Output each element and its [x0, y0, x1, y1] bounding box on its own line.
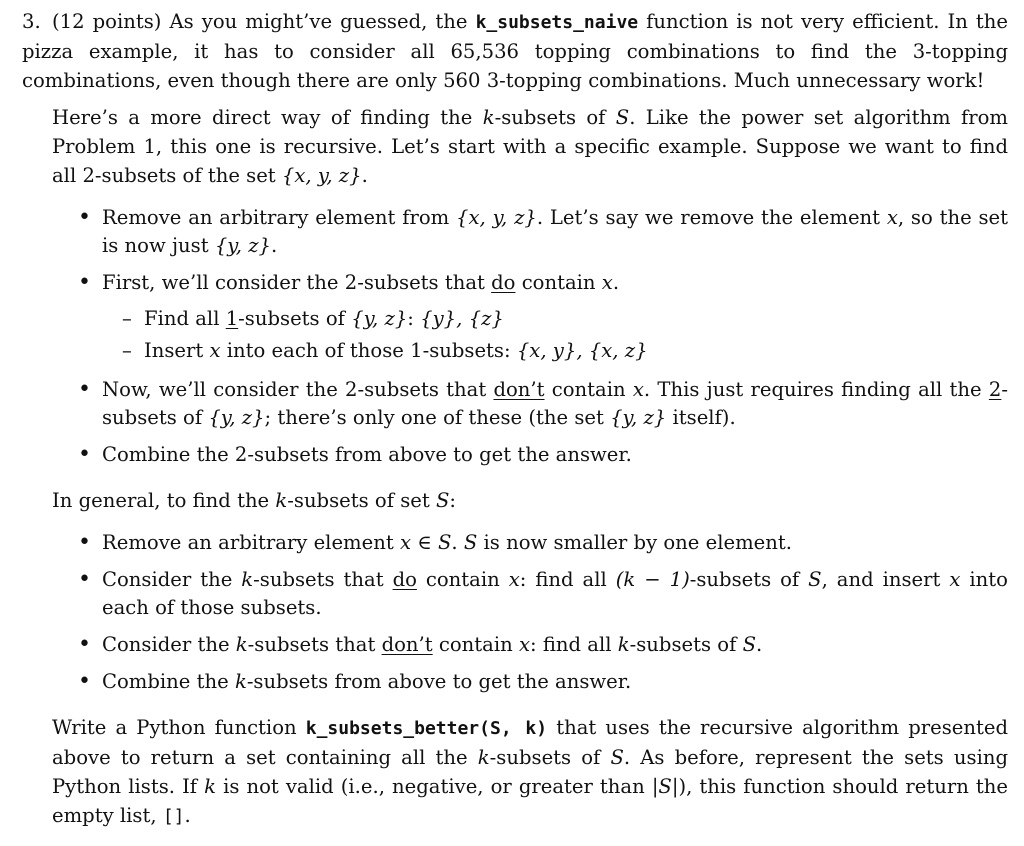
function-name-naive: k_subsets_naive: [475, 12, 639, 33]
general-step-remove: • Remove an arbitrary element x ∈ S. S is now smaller by one element.: [78, 529, 1008, 557]
direct-approach-paragraph: Here’s a more direct way of finding the k-subsets of S. Like the power set algorithm from Problem 1, this one is recursive. Let’s start with a specific example. Suppose we want to find all 2-subsets of the set {x, y, z}.: [52, 106, 1008, 187]
function-name-better: k_subsets_better(S, k): [305, 718, 548, 739]
general-algorithm-heading: In general, to find the k-subsets of set S:: [52, 489, 456, 512]
problem-points: (12 points): [52, 10, 162, 33]
general-step-combine: • Combine the k-subsets from above to get the answer.: [78, 668, 1008, 696]
example-substep-find: – Find all 1-subsets of {y, z}: {y}, {z}: [122, 303, 1008, 335]
empty-list-literal: []: [162, 806, 185, 827]
problem-page: [22, 7, 1008, 831]
example-step-dont-contain: • Now, we’ll consider the 2-subsets that don’t contain x. This just requires finding all the 2-subsets of {y, z}; there’s only one of these (the set {y, z} itself).: [78, 376, 1008, 432]
general-step-dont-contain: • Consider the k-subsets that don’t contain x: find all k-subsets of S.: [78, 631, 1008, 659]
general-step-contain: • Consider the k-subsets that do contain x: find all (k − 1)-subsets of S, and insert x into each of those subsets.: [78, 566, 1008, 622]
problem-number: 3.: [22, 10, 41, 33]
example-step-remove: • Remove an arbitrary element from {x, y, z}. Let’s say we remove the element x, so the set is now just {y, z}.: [78, 204, 1008, 260]
example-step-combine: • Combine the 2-subsets from above to get the answer.: [78, 441, 1008, 469]
general-steps-list: [78, 529, 1008, 696]
example-substeps-list: [122, 303, 1008, 367]
example-substep-insert: – Insert x into each of those 1-subsets: {x, y}, {x, z}: [122, 335, 1008, 367]
problem-intro: 3. (12 points) As you might’ve guessed, the k_subsets_naive function is not very efficient. In the pizza example, it has to consider all 65,536 topping combinations to find the 3-topping combinations, even though there are only 560 3-topping combinations. Much unnecessary work!: [22, 7, 1008, 95]
example-steps-list: [78, 204, 1008, 469]
example-step-contain: • First, we’ll consider the 2-subsets that do contain x. – Find all 1-subsets of {y, z}: {y}, {z} – Insert x into each of those 1-subsets: {x, y}, {x, z}: [78, 269, 1008, 367]
task-description: Write a Python function k_subsets_better(S, k) that uses the recursive algorithm presented above to return a set containing all the k-subsets of S. As before, represent the sets using Python lists. If k is not valid (i.e., negative, or greater than |S|), this function should return the empty list, [].: [52, 716, 1009, 827]
